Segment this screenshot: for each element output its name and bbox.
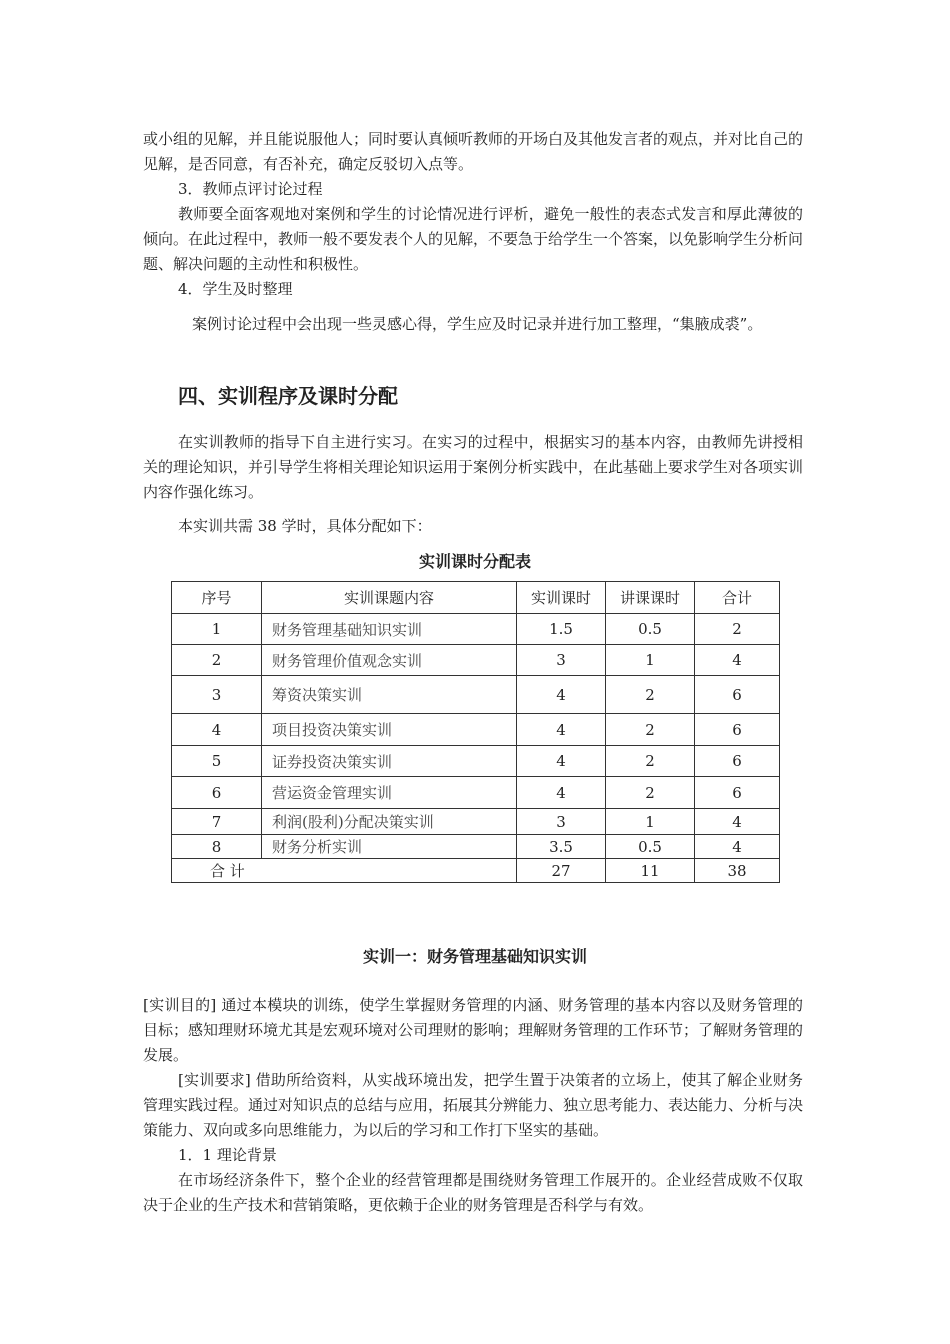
table-header-row — [172, 582, 780, 614]
row-lecture-hours: 2 — [606, 777, 695, 809]
header-cell: 讲课课时 — [606, 582, 695, 614]
table-caption: 实训课时分配表 — [418, 552, 531, 571]
table-row — [172, 614, 780, 645]
row-total-hours: 4 — [695, 809, 780, 835]
row-total-hours: 6 — [695, 746, 780, 777]
section4-hours-note: 本实训共需 38 学时，具体分配如下： — [178, 517, 432, 535]
row-topic: 财务管理基础知识实训 — [262, 614, 517, 645]
total-label: 合 计 — [172, 859, 517, 883]
table-row — [172, 746, 780, 777]
training1-subsection-title: 1．1 理论背景 — [178, 1146, 277, 1164]
table-row — [172, 645, 780, 676]
training1-purpose: [实训目的] 通过本模块的训练，使学生掌握财务管理的内涵、财务管理的基本内容以及财务管理的目标；感知理财环境尤其是宏观环境对公司理财的影响；理解财务管理的工作环节；了解财务管理的发展。 — [143, 996, 804, 1064]
training1-subsection-body: 在市场经济条件下，整个企业的经营管理都是围绕财务管理工作展开的。企业经营成败不仅取决于企业的生产技术和营销策略，更依赖于企业的财务管理是否科学与有效。 — [143, 1171, 803, 1214]
row-lecture-hours: 0.5 — [606, 614, 695, 645]
training1-requirement: [实训要求] 借助所给资料，从实战环境出发，把学生置于决策者的立场上，使其了解企业财务管理实践过程。通过对知识点的总结与应用，拓展其分辨能力、独立思考能力、表达能力、分析与决策能力、双向或多向思维能力，为以后的学习和工作打下坚实的基础。 — [143, 1071, 804, 1139]
row-training-hours: 1.5 — [517, 614, 606, 645]
row-training-hours: 4 — [517, 746, 606, 777]
hours-allocation-table — [171, 581, 780, 883]
row-training-hours: 3 — [517, 645, 606, 676]
row-lecture-hours: 1 — [606, 645, 695, 676]
table-row — [172, 676, 780, 714]
row-total-hours: 4 — [695, 645, 780, 676]
header-cell: 序号 — [172, 582, 262, 614]
header-cell: 合计 — [695, 582, 780, 614]
step4-title: 4．学生及时整理 — [178, 280, 293, 298]
row-training-hours: 4 — [517, 714, 606, 746]
row-lecture-hours: 1 — [606, 809, 695, 835]
row-lecture-hours: 2 — [606, 676, 695, 714]
row-lecture-hours: 2 — [606, 746, 695, 777]
intro-paragraph: 或小组的见解，并且能说服他人；同时要认真倾听教师的开场白及其他发言者的观点，并对比自己的见解，是否同意，有否补充，确定反驳切入点等。 — [143, 130, 804, 173]
row-topic: 筹资决策实训 — [262, 676, 517, 714]
row-topic: 利润(股利)分配决策实训 — [262, 809, 517, 835]
section4-heading: 四、实训程序及课时分配 — [178, 384, 398, 408]
row-topic: 营运资金管理实训 — [262, 777, 517, 809]
total-training-hours: 27 — [517, 859, 606, 883]
row-total-hours: 6 — [695, 676, 780, 714]
row-lecture-hours: 0.5 — [606, 835, 695, 859]
row-index: 3 — [172, 676, 262, 714]
row-total-hours: 6 — [695, 777, 780, 809]
table-row — [172, 835, 780, 859]
total-lecture-hours: 11 — [606, 859, 695, 883]
row-index: 1 — [172, 614, 262, 645]
row-total-hours: 6 — [695, 714, 780, 746]
row-lecture-hours: 2 — [606, 714, 695, 746]
row-total-hours: 2 — [695, 614, 780, 645]
row-index: 6 — [172, 777, 262, 809]
row-total-hours: 4 — [695, 835, 780, 859]
row-topic: 财务分析实训 — [262, 835, 517, 859]
total-hours: 38 — [695, 859, 780, 883]
table-row — [172, 809, 780, 835]
step4-body: 案例讨论过程中会出现一些灵感心得，学生应及时记录并进行加工整理，“集腋成裘”。 — [192, 315, 763, 333]
header-cell: 实训课题内容 — [262, 582, 517, 614]
row-index: 2 — [172, 645, 262, 676]
step3-title: 3．教师点评讨论过程 — [178, 180, 323, 198]
row-training-hours: 3 — [517, 809, 606, 835]
training1-title: 实训一：财务管理基础知识实训 — [362, 947, 587, 966]
row-training-hours: 3.5 — [517, 835, 606, 859]
section4-paragraph: 在实训教师的指导下自主进行实习。在实习的过程中，根据实习的基本内容，由教师先讲授相关的理论知识，并引导学生将相关理论知识运用于案例分析实践中，在此基础上要求学生对各项实训内容作强化练习。 — [143, 433, 804, 501]
row-training-hours: 4 — [517, 676, 606, 714]
row-topic: 项目投资决策实训 — [262, 714, 517, 746]
table-row — [172, 777, 780, 809]
row-index: 5 — [172, 746, 262, 777]
row-index: 8 — [172, 835, 262, 859]
row-training-hours: 4 — [517, 777, 606, 809]
row-topic: 财务管理价值观念实训 — [262, 645, 517, 676]
table-total-row — [172, 859, 780, 883]
header-cell: 实训课时 — [517, 582, 606, 614]
table-row — [172, 714, 780, 746]
row-index: 4 — [172, 714, 262, 746]
row-topic: 证券投资决策实训 — [262, 746, 517, 777]
row-index: 7 — [172, 809, 262, 835]
step3-body: 教师要全面客观地对案例和学生的讨论情况进行评析，避免一般性的表态式发言和厚此薄彼的倾向。在此过程中，教师一般不要发表个人的见解，不要急于给学生一个答案，以免影响学生分析问题、解决问题的主动性和积极性。 — [143, 205, 804, 273]
